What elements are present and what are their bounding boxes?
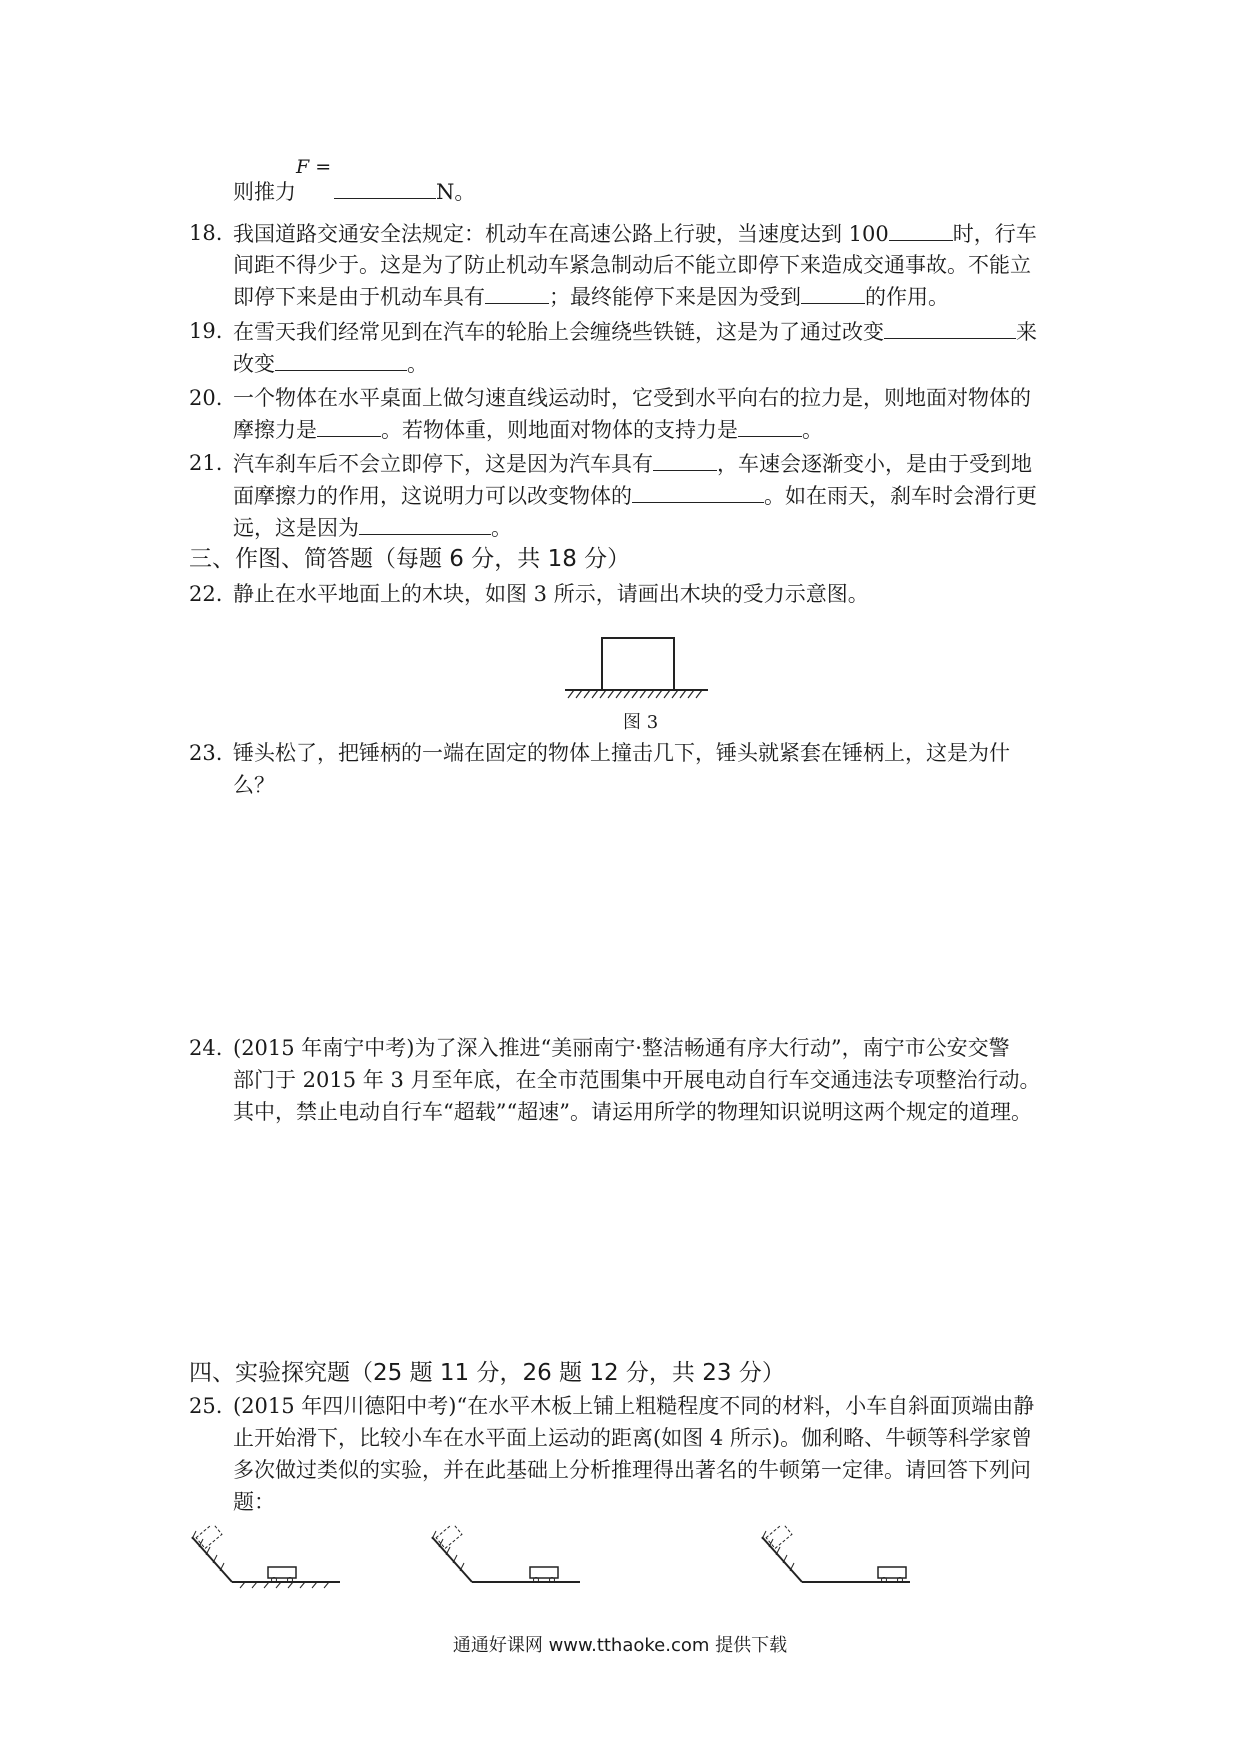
q22-number: 22. (189, 582, 223, 606)
q18-text-1b: 时，行车 (952, 222, 1037, 246)
q19-line-2 (233, 348, 428, 379)
q23-line-1: 锤头松了，把锤柄的一端在固定的物体上撞击几下，锤头就紧套在锤柄上，这是为什 (233, 741, 1010, 765)
section-4-heading: 四、实验探究题（25 题 11 分，26 题 12 分，共 23 分） (189, 1360, 785, 1386)
q21-text-1b: ，车速会逐渐变小，是由于受到地 (717, 452, 1032, 476)
q22-text: 静止在水平地面上的木块，如图 3 所示，请画出木块的受力示意图。 (233, 582, 869, 606)
q21-line-3 (233, 512, 512, 543)
q20-number: 20. (189, 386, 223, 410)
q18-text-3c: 的作用。 (865, 285, 949, 309)
q25-line-4: 题： (233, 1490, 275, 1514)
q20-blank-2 (738, 414, 802, 437)
q19-line-1 (233, 316, 1037, 347)
q21-blank-1 (653, 448, 717, 471)
q24-line-2: 部门于 2015 年 3 月至年底，在全市范围集中开展电动自行车交通违法专项整治行动。 (233, 1068, 1041, 1092)
q20-text-2c: 。 (802, 418, 823, 442)
page-footer: 通通好课网 www.tthaoke.com 提供下载 (452, 1635, 788, 1656)
cart (878, 1567, 906, 1578)
q21-blank-3 (359, 512, 491, 535)
q19-text-2b: 。 (407, 352, 428, 376)
q18-text-3a: 即停下来是由于机动车具有 (233, 285, 485, 309)
q19-text-1b: 来 (1016, 320, 1037, 344)
q20-line-2 (233, 414, 823, 445)
wooden-block (602, 638, 674, 690)
section-3-heading: 三、作图、简答题（每题 6 分，共 18 分） (189, 546, 631, 572)
q24-line-1: (2015 年南宁中考)为了深入推进“美丽南宁·整洁畅通有序大行动”，南宁市公安交警 (233, 1036, 1010, 1060)
ground-hatching (568, 690, 702, 698)
q17-prefix: 则推力 (233, 180, 296, 204)
q20-text-2a: 摩擦力是 (233, 418, 317, 442)
q17-line (233, 176, 475, 207)
q25-line-2: 止开始滑下，比较小车在水平面上运动的距离(如图 4 所示)。伽利略、牛顿等科学家曾 (233, 1426, 1033, 1450)
q19-text-1a: 在雪天我们经常见到在汽车的轮胎上会缠绕些铁链，这是为了通过改变 (233, 320, 884, 344)
q23-line-2: 么？ (233, 773, 275, 797)
q21-text-3b: 。 (491, 516, 512, 540)
q25-number: 25. (189, 1394, 223, 1418)
q21-blank-2 (632, 480, 764, 503)
q18-line-2: 间距不得少于。这是为了防止机动车紧急制动后不能立即停下来造成交通事故。不能立 (233, 253, 1031, 277)
q20-line-1: 一个物体在水平桌面上做匀速直线运动时，它受到水平向右的拉力是，则地面对物体的 (233, 386, 1031, 410)
q24-number: 24. (189, 1036, 223, 1060)
q24-line-3: 其中，禁止电动自行车“超载”“超速”。请运用所学的物理知识说明这两个规定的道理。 (233, 1100, 1032, 1124)
q18-blank-3 (801, 281, 865, 304)
q18-blank-2 (485, 281, 549, 304)
figure-4-experiment-2 (430, 1525, 590, 1595)
q19-blank-2 (275, 348, 407, 371)
q19-text-2a: 改变 (233, 352, 275, 376)
q21-line-2 (233, 480, 1037, 511)
q20-blank-1 (317, 414, 381, 437)
q18-text-3b: ；最终能停下来是因为受到 (549, 285, 801, 309)
q21-line-1 (233, 448, 1032, 479)
q25-line-3: 多次做过类似的实验，并在此基础上分析推理得出著名的牛顿第一定律。请回答下列问 (233, 1458, 1031, 1482)
figure-3-block-on-ground (560, 630, 710, 705)
q21-text-2a: 面摩擦力的作用，这说明力可以改变物体的 (233, 484, 632, 508)
q19-blank-1 (884, 316, 1016, 339)
q17-blank (334, 176, 436, 199)
q18-line-1 (233, 218, 1037, 249)
q21-text-1a: 汽车刹车后不会立即停下，这是因为汽车具有 (233, 452, 653, 476)
q20-text-2b: 。若物体重，则地面对物体的支持力是 (381, 418, 738, 442)
figure-4-experiment-1 (190, 1525, 350, 1595)
q17-formula: F = (296, 156, 332, 178)
cart (530, 1567, 558, 1578)
cart (268, 1567, 296, 1578)
q21-number: 21. (189, 451, 223, 475)
q23-number: 23. (189, 741, 223, 765)
figure-4-experiment-3 (760, 1525, 920, 1595)
q25-line-1: (2015 年四川德阳中考)“在水平木板上铺上粗糙程度不同的材料，小车自斜面顶端由静 (233, 1394, 1035, 1418)
q18-text-1a: 我国道路交通安全法规定：机动车在高速公路上行驶，当速度达到 100 (233, 222, 889, 246)
q18-number: 18. (189, 221, 223, 245)
q18-line-3 (233, 281, 949, 312)
q17-unit: N。 (436, 180, 476, 204)
q21-text-3a: 远，这是因为 (233, 516, 359, 540)
figure-3-caption: 图 3 (623, 712, 659, 733)
q21-text-2b: 。如在雨天，刹车时会滑行更 (764, 484, 1037, 508)
q18-blank-1 (889, 218, 953, 241)
q19-number: 19. (189, 319, 223, 343)
